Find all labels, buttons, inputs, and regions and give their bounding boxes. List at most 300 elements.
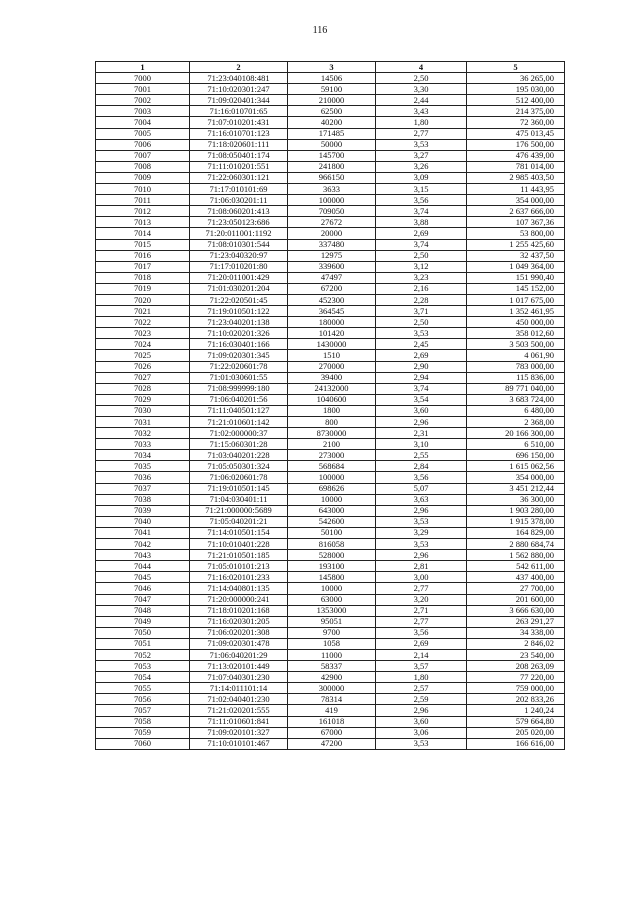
area-cell: 452300 [288,294,376,305]
area-cell: 193100 [288,561,376,572]
area-cell: 1353000 [288,605,376,616]
amount-cell: 20 166 300,00 [467,428,565,439]
amount-cell: 476 439,00 [467,150,565,161]
row-number-cell: 7011 [96,195,190,206]
cadastral-number-cell: 71:13:020101:449 [190,661,288,672]
rate-cell: 3,60 [376,716,467,727]
rate-cell: 2,59 [376,694,467,705]
row-number-cell: 7004 [96,117,190,128]
amount-cell: 145 152,00 [467,283,565,294]
rate-cell: 2,81 [376,561,467,572]
area-cell: 50100 [288,527,376,538]
table-body [96,73,565,750]
row-number-cell: 7026 [96,361,190,372]
row-number-cell: 7049 [96,616,190,627]
rate-cell: 3,56 [376,627,467,638]
cadastral-number-cell: 71:10:020301:247 [190,84,288,95]
cadastral-number-cell: 71:20:000000:241 [190,594,288,605]
cadastral-number-cell: 71:08:060201:413 [190,206,288,217]
table-row [96,117,565,128]
area-cell: 966150 [288,172,376,183]
table-row [96,161,565,172]
area-cell: 8730000 [288,428,376,439]
cadastral-number-cell: 71:23:040108:481 [190,73,288,84]
amount-cell: 1 049 364,00 [467,261,565,272]
amount-cell: 1 903 280,00 [467,505,565,516]
cadastral-number-cell: 71:17:010101:69 [190,184,288,195]
table-row [96,649,565,660]
row-number-cell: 7021 [96,306,190,317]
area-cell: 1040600 [288,394,376,405]
area-cell: 58337 [288,661,376,672]
area-cell: 39400 [288,372,376,383]
table-row [96,172,565,183]
rate-cell: 1,80 [376,672,467,683]
table-row [96,417,565,428]
amount-cell: 77 220,00 [467,672,565,683]
amount-cell: 263 291,27 [467,616,565,627]
area-cell: 1430000 [288,339,376,350]
cadastral-number-cell: 71:22:060301:121 [190,172,288,183]
amount-cell: 2 880 684,74 [467,539,565,550]
amount-cell: 23 540,00 [467,649,565,660]
rate-cell: 1,80 [376,117,467,128]
rate-cell: 3,53 [376,516,467,527]
row-number-cell: 7035 [96,461,190,472]
rate-cell: 3,60 [376,405,467,416]
amount-cell: 36 300,00 [467,494,565,505]
amount-cell: 354 000,00 [467,195,565,206]
table-row [96,428,565,439]
area-cell: 10000 [288,583,376,594]
row-number-cell: 7036 [96,472,190,483]
cadastral-number-cell: 71:07:040301:230 [190,672,288,683]
row-number-cell: 7024 [96,339,190,350]
area-cell: 339600 [288,261,376,272]
area-cell: 9700 [288,627,376,638]
page-number: 116 [312,25,328,36]
area-cell: 2100 [288,439,376,450]
row-number-cell: 7047 [96,594,190,605]
row-number-cell: 7054 [96,672,190,683]
row-number-cell: 7038 [96,494,190,505]
rate-cell: 5,07 [376,483,467,494]
cadastral-number-cell: 71:09:020301:345 [190,350,288,361]
area-cell: 171485 [288,128,376,139]
amount-cell: 579 664,80 [467,716,565,727]
amount-cell: 6 510,00 [467,439,565,450]
amount-cell: 1 017 675,00 [467,294,565,305]
amount-cell: 475 013,45 [467,128,565,139]
area-cell: 40200 [288,117,376,128]
cadastral-number-cell: 71:05:050301:324 [190,461,288,472]
amount-cell: 437 400,00 [467,572,565,583]
cadastral-number-cell: 71:16:010701:123 [190,128,288,139]
row-number-cell: 7060 [96,738,190,749]
area-cell: 1510 [288,350,376,361]
rate-cell: 2,96 [376,417,467,428]
cadastral-number-cell: 71:23:050123:686 [190,217,288,228]
cadastral-number-cell: 71:16:030401:166 [190,339,288,350]
row-number-cell: 7008 [96,161,190,172]
rate-cell: 3,53 [376,328,467,339]
area-cell: 59100 [288,84,376,95]
rate-cell: 2,94 [376,372,467,383]
rate-cell: 3,12 [376,261,467,272]
row-number-cell: 7048 [96,605,190,616]
cadastral-number-cell: 71:20:011001:1192 [190,228,288,239]
rate-cell: 2,77 [376,616,467,627]
area-cell: 528000 [288,550,376,561]
area-cell: 78314 [288,694,376,705]
row-number-cell: 7039 [96,505,190,516]
rate-cell: 3,30 [376,84,467,95]
cadastral-number-cell: 71:21:010501:185 [190,550,288,561]
amount-cell: 696 150,00 [467,450,565,461]
table-row [96,239,565,250]
row-number-cell: 7046 [96,583,190,594]
row-number-cell: 7014 [96,228,190,239]
cadastral-number-cell: 71:11:040501:127 [190,405,288,416]
amount-cell: 166 616,00 [467,738,565,749]
row-number-cell: 7037 [96,483,190,494]
cadastral-number-cell: 71:06:020201:308 [190,627,288,638]
rate-cell: 2,69 [376,228,467,239]
table-row [96,550,565,561]
row-number-cell: 7016 [96,250,190,261]
amount-cell: 2 985 403,50 [467,172,565,183]
table-row [96,738,565,749]
rate-cell: 3,88 [376,217,467,228]
rate-cell: 2,96 [376,705,467,716]
row-number-cell: 7000 [96,73,190,84]
amount-cell: 202 833,26 [467,694,565,705]
area-cell: 100000 [288,472,376,483]
rate-cell: 2,50 [376,73,467,84]
cadastral-number-cell: 71:14:040801:135 [190,583,288,594]
area-cell: 20000 [288,228,376,239]
amount-cell: 354 000,00 [467,472,565,483]
cadastral-number-cell: 71:06:020601:78 [190,472,288,483]
area-cell: 161018 [288,716,376,727]
rate-cell: 2,77 [376,583,467,594]
table-row [96,328,565,339]
table-row [96,661,565,672]
amount-cell: 115 836,00 [467,372,565,383]
row-number-cell: 7053 [96,661,190,672]
area-cell: 1800 [288,405,376,416]
table-row [96,106,565,117]
area-cell: 10000 [288,494,376,505]
area-cell: 67200 [288,283,376,294]
amount-cell: 214 375,00 [467,106,565,117]
rate-cell: 2,16 [376,283,467,294]
table-row [96,450,565,461]
table-row [96,394,565,405]
amount-cell: 781 014,00 [467,161,565,172]
rate-cell: 2,96 [376,505,467,516]
table-header-row [96,62,565,73]
column-header-4: 4 [376,62,467,73]
rate-cell: 3,57 [376,661,467,672]
rate-cell: 2,45 [376,339,467,350]
area-cell: 62500 [288,106,376,117]
area-cell: 542600 [288,516,376,527]
cadastral-number-cell: 71:23:040201:138 [190,317,288,328]
amount-cell: 3 503 500,00 [467,339,565,350]
table-row [96,228,565,239]
table-row [96,494,565,505]
table-row [96,372,565,383]
row-number-cell: 7003 [96,106,190,117]
table-row [96,139,565,150]
table-row [96,95,565,106]
rate-cell: 3,43 [376,106,467,117]
table-row [96,472,565,483]
rate-cell: 3,26 [376,161,467,172]
rate-cell: 2,96 [376,550,467,561]
column-header-1: 1 [96,62,190,73]
rate-cell: 2,44 [376,95,467,106]
table-row [96,683,565,694]
column-header-3: 3 [288,62,376,73]
area-cell: 816058 [288,539,376,550]
table-row [96,694,565,705]
rate-cell: 3,53 [376,139,467,150]
table-row [96,383,565,394]
amount-cell: 1 915 378,00 [467,516,565,527]
amount-cell: 358 012,60 [467,328,565,339]
row-number-cell: 7044 [96,561,190,572]
cadastral-number-cell: 71:19:010501:122 [190,306,288,317]
row-number-cell: 7032 [96,428,190,439]
cadastral-number-cell: 71:08:999999:180 [190,383,288,394]
table-row [96,561,565,572]
rate-cell: 2,69 [376,638,467,649]
amount-cell: 4 061,90 [467,350,565,361]
amount-cell: 27 700,00 [467,583,565,594]
table-row [96,516,565,527]
table-row [96,128,565,139]
area-cell: 101420 [288,328,376,339]
row-number-cell: 7023 [96,328,190,339]
amount-cell: 1 352 461,95 [467,306,565,317]
cadastral-number-cell: 71:14:011101:14 [190,683,288,694]
amount-cell: 176 500,00 [467,139,565,150]
amount-cell: 1 562 880,00 [467,550,565,561]
table-row [96,705,565,716]
table-row [96,527,565,538]
cadastral-number-cell: 71:08:050401:174 [190,150,288,161]
rate-cell: 2,69 [376,350,467,361]
amount-cell: 450 000,00 [467,317,565,328]
cadastral-number-cell: 71:06:040201:56 [190,394,288,405]
row-number-cell: 7002 [96,95,190,106]
rate-cell: 3,09 [376,172,467,183]
table-row [96,283,565,294]
area-cell: 3633 [288,184,376,195]
table-row [96,350,565,361]
row-number-cell: 7056 [96,694,190,705]
rate-cell: 2,55 [376,450,467,461]
rate-cell: 3,56 [376,472,467,483]
area-cell: 63000 [288,594,376,605]
table-row [96,306,565,317]
rate-cell: 3,63 [376,494,467,505]
rate-cell: 3,27 [376,150,467,161]
row-number-cell: 7020 [96,294,190,305]
row-number-cell: 7040 [96,516,190,527]
row-number-cell: 7051 [96,638,190,649]
row-number-cell: 7025 [96,350,190,361]
row-number-cell: 7031 [96,417,190,428]
rate-cell: 3,74 [376,239,467,250]
rate-cell: 3,71 [376,306,467,317]
rate-cell: 3,54 [376,394,467,405]
table-row [96,294,565,305]
cadastral-number-cell: 71:02:040401:230 [190,694,288,705]
amount-cell: 783 000,00 [467,361,565,372]
table-row [96,361,565,372]
area-cell: 42900 [288,672,376,683]
cadastral-number-cell: 71:22:020501:45 [190,294,288,305]
rate-cell: 3,53 [376,738,467,749]
amount-cell: 1 615 062,56 [467,461,565,472]
table-row [96,184,565,195]
table-row [96,150,565,161]
rate-cell: 2,14 [376,649,467,660]
amount-cell: 2 368,00 [467,417,565,428]
cadastral-number-cell: 71:10:020201:326 [190,328,288,339]
amount-cell: 201 600,00 [467,594,565,605]
area-cell: 300000 [288,683,376,694]
table-row [96,572,565,583]
amount-cell: 151 990,40 [467,272,565,283]
area-cell: 698626 [288,483,376,494]
area-cell: 800 [288,417,376,428]
area-cell: 14506 [288,73,376,84]
area-cell: 180000 [288,317,376,328]
area-cell: 1058 [288,638,376,649]
area-cell: 95051 [288,616,376,627]
rate-cell: 3,74 [376,206,467,217]
table-row [96,217,565,228]
area-cell: 364545 [288,306,376,317]
rate-cell: 3,06 [376,727,467,738]
row-number-cell: 7041 [96,527,190,538]
amount-cell: 2 846,02 [467,638,565,649]
row-number-cell: 7052 [96,649,190,660]
cadastral-number-cell: 71:07:010201:431 [190,117,288,128]
area-cell: 241800 [288,161,376,172]
cadastral-number-cell: 71:18:010201:168 [190,605,288,616]
table-row [96,405,565,416]
row-number-cell: 7013 [96,217,190,228]
cadastral-number-cell: 71:11:010201:551 [190,161,288,172]
table-row [96,195,565,206]
table-row [96,594,565,605]
rate-cell: 3,23 [376,272,467,283]
cadastral-number-cell: 71:19:010501:145 [190,483,288,494]
rate-cell: 3,29 [376,527,467,538]
cadastral-number-cell: 71:16:020101:233 [190,572,288,583]
row-number-cell: 7019 [96,283,190,294]
area-cell: 67000 [288,727,376,738]
row-number-cell: 7045 [96,572,190,583]
amount-cell: 72 360,00 [467,117,565,128]
table-row [96,483,565,494]
amount-cell: 3 666 630,00 [467,605,565,616]
cadastral-number-cell: 71:09:020301:478 [190,638,288,649]
row-number-cell: 7055 [96,683,190,694]
cadastral-number-cell: 71:05:040201:21 [190,516,288,527]
row-number-cell: 7043 [96,550,190,561]
row-number-cell: 7022 [96,317,190,328]
row-number-cell: 7010 [96,184,190,195]
cadastral-number-cell: 71:10:010101:467 [190,738,288,749]
row-number-cell: 7007 [96,150,190,161]
amount-cell: 208 263,09 [467,661,565,672]
row-number-cell: 7006 [96,139,190,150]
table-row [96,461,565,472]
row-number-cell: 7018 [96,272,190,283]
cadastral-number-cell: 71:14:010501:154 [190,527,288,538]
table-row [96,638,565,649]
area-cell: 273000 [288,450,376,461]
row-number-cell: 7050 [96,627,190,638]
row-number-cell: 7042 [96,539,190,550]
cadastral-number-cell: 71:16:010701:65 [190,106,288,117]
amount-cell: 34 338,00 [467,627,565,638]
amount-cell: 53 800,00 [467,228,565,239]
area-cell: 47497 [288,272,376,283]
rate-cell: 2,71 [376,605,467,616]
amount-cell: 3 451 212,44 [467,483,565,494]
area-cell: 709050 [288,206,376,217]
rate-cell: 3,56 [376,195,467,206]
rate-cell: 2,90 [376,361,467,372]
cadastral-number-cell: 71:17:010201:80 [190,261,288,272]
rate-cell: 2,28 [376,294,467,305]
amount-cell: 11 443,95 [467,184,565,195]
rate-cell: 2,84 [376,461,467,472]
rate-cell: 3,00 [376,572,467,583]
amount-cell: 2 637 666,00 [467,206,565,217]
area-cell: 100000 [288,195,376,206]
row-number-cell: 7034 [96,450,190,461]
rate-cell: 3,10 [376,439,467,450]
column-header-5: 5 [467,62,565,73]
amount-cell: 164 829,00 [467,527,565,538]
rate-cell: 2,31 [376,428,467,439]
amount-cell: 6 480,00 [467,405,565,416]
area-cell: 11000 [288,649,376,660]
row-number-cell: 7028 [96,383,190,394]
area-cell: 24132000 [288,383,376,394]
cadastral-number-cell: 71:20:011001:429 [190,272,288,283]
table-row [96,339,565,350]
cadastral-number-cell: 71:01:030201:204 [190,283,288,294]
table-row [96,250,565,261]
area-cell: 145800 [288,572,376,583]
area-cell: 419 [288,705,376,716]
area-cell: 145700 [288,150,376,161]
cadastral-number-cell: 71:09:020101:327 [190,727,288,738]
table-row [96,206,565,217]
cadastral-number-cell: 71:06:040201:29 [190,649,288,660]
rate-cell: 3,74 [376,383,467,394]
table-row [96,583,565,594]
